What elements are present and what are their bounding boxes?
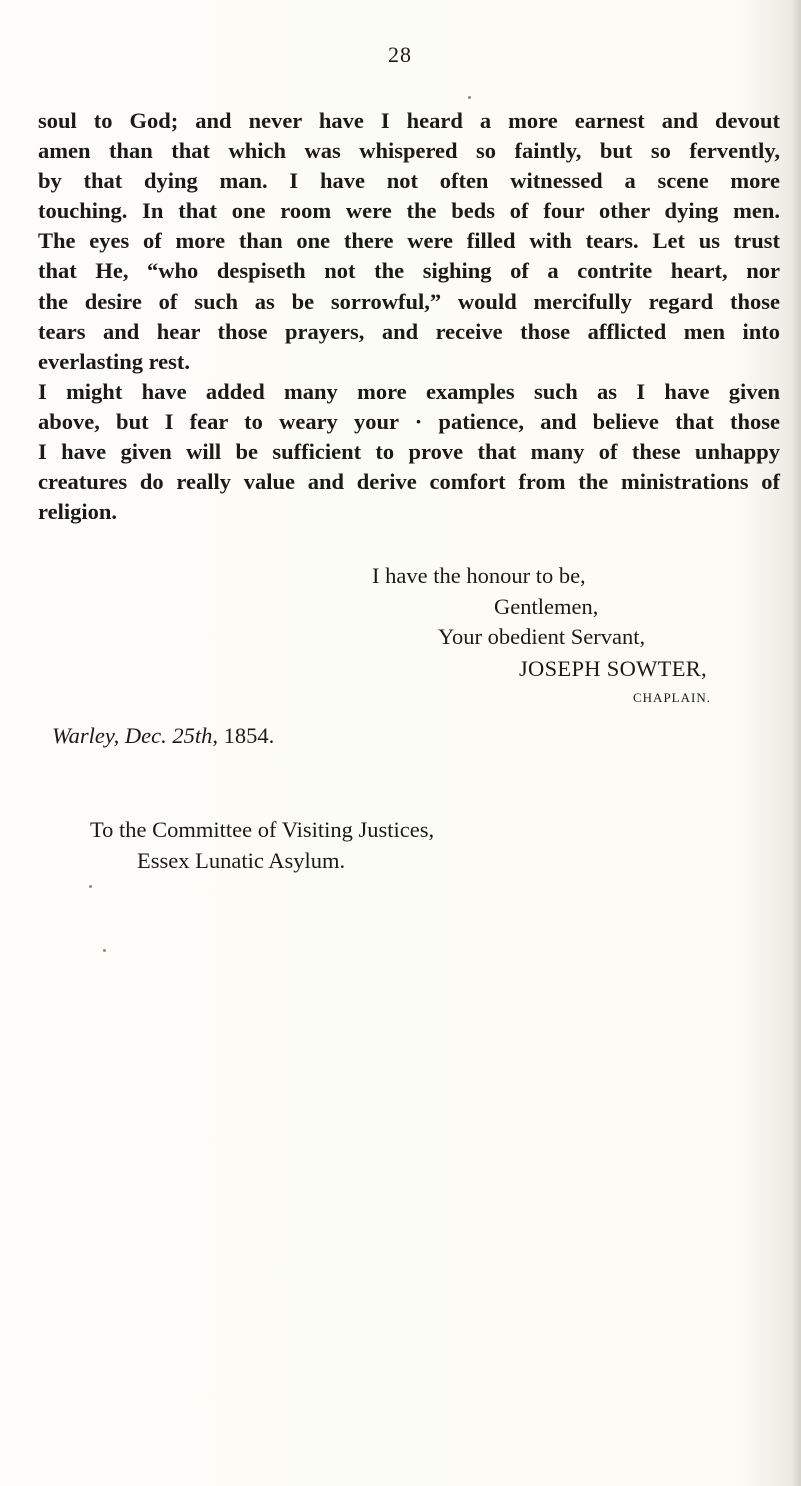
signature-name: JOSEPH SOWTER, [519, 656, 707, 681]
text-line: amen than that which was whispered so faintly, but so fervently, [38, 138, 780, 164]
text-line: soul to God; and never have I heard a more earnest and devout [38, 108, 780, 133]
page-edge-shadow [791, 0, 801, 1486]
date-month: Dec. [124, 723, 167, 748]
paper-speck [89, 885, 92, 888]
text-line: above, but I fear to weary your · patience, and believe that those [38, 408, 780, 434]
text-line: I might have added many more examples such as I have given [38, 378, 780, 404]
text-line: I have given will be sufficient to prove that many of these unhappy [38, 439, 780, 465]
date-day: 25th, [172, 723, 219, 748]
text-line: by that dying man. I have not often witnessed a scene more [38, 168, 780, 194]
place-name: Warley, [52, 723, 120, 748]
text-line: tears and hear those prayers, and receive those afflicted men into [38, 318, 780, 344]
place-date [52, 723, 274, 749]
text-line: that He, “who despiseth not the sighing of a contrite heart, nor [38, 258, 780, 284]
addressee-line: To the Committee of Visiting Justices, [90, 817, 435, 842]
letter-body [38, 106, 780, 527]
addressee-line: Essex Lunatic Asylum. [137, 848, 346, 873]
text-line: the desire of such as be sorrowful,” would mercifully regard those [38, 288, 780, 314]
text-line: religion. [38, 499, 117, 525]
paper-speck [468, 96, 471, 99]
text-line: everlasting rest. [38, 348, 191, 374]
closing-line: Your obedient Servant, [438, 624, 646, 649]
date-year: 1854. [223, 723, 275, 748]
text-line: creatures do really value and derive comfort from the ministrations of [38, 469, 780, 495]
closing-line: I have the honour to be, [372, 563, 586, 588]
text-line: The eyes of more than one there were filled with tears. Let us trust [38, 228, 780, 254]
salutation: Gentlemen, [494, 594, 599, 619]
page-number: 28 [388, 42, 412, 67]
paper-speck [103, 949, 106, 952]
text-line: touching. In that one room were the beds of four other dying men. [38, 198, 780, 224]
signature-title: CHAPLAIN. [633, 690, 711, 705]
